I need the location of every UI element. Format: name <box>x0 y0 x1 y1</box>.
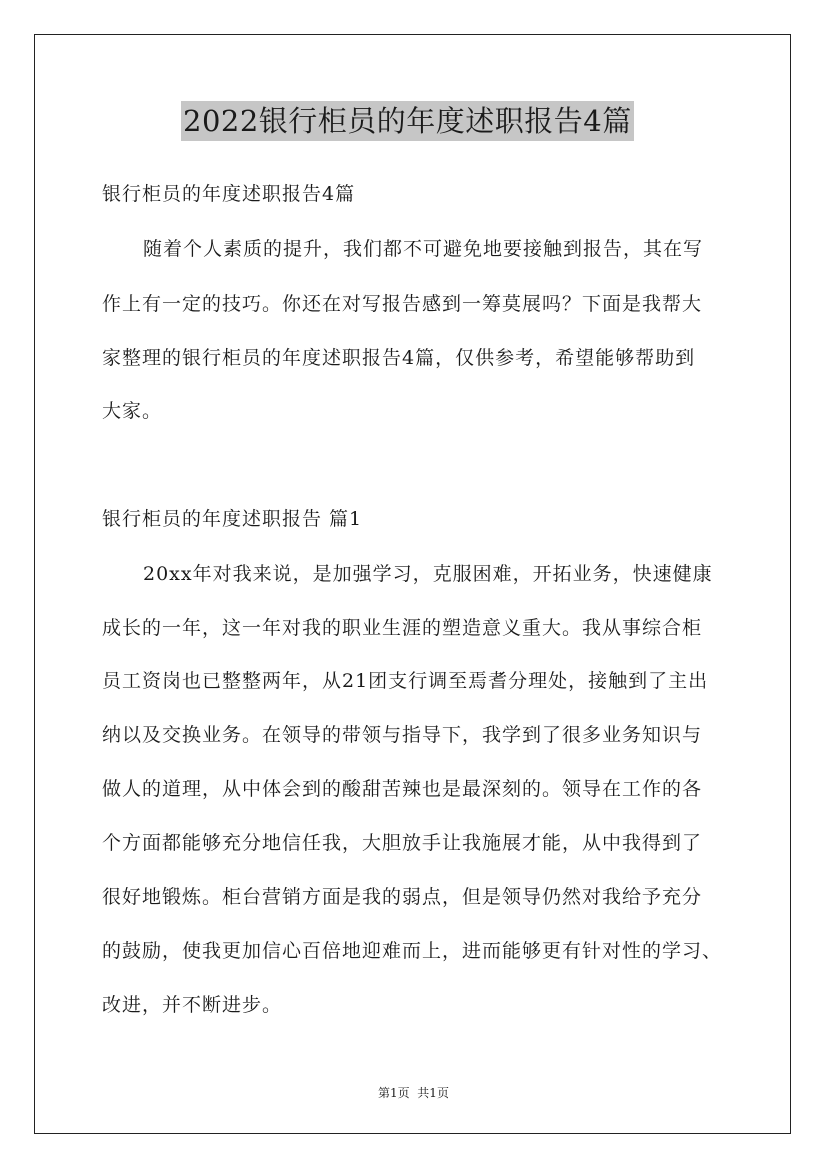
body-line: 做人的道理，从中体会到的酸甜苦辣也是最深刻的。领导在工作的各 <box>102 778 703 800</box>
body-line: 的鼓励，使我更加信心百倍地迎难而上，进而能够更有针对性的学习、 <box>102 940 723 962</box>
document-subtitle: 银行柜员的年度述职报告4篇 <box>102 183 356 205</box>
intro-line: 随着个人素质的提升，我们都不可避免地要接触到报告，其在写 <box>143 238 704 260</box>
intro-line: 家整理的银行柜员的年度述职报告4篇，仅供参考，希望能够帮助到 <box>102 347 696 369</box>
document-title: 2022银行柜员的年度述职报告4篇 <box>181 101 634 141</box>
section-heading: 银行柜员的年度述职报告 篇1 <box>102 508 363 530</box>
body-line: 20xx年对我来说，是加强学习，克服困难，开拓业务，快速健康 <box>143 563 713 585</box>
body-line: 员工资岗也已整整两年，从21团支行调至焉耆分理处，接触到了主出 <box>102 670 709 692</box>
body-line: 很好地锻炼。柜台营销方面是我的弱点，但是领导仍然对我给予充分 <box>102 886 703 908</box>
body-line: 成长的一年，这一年对我的职业生涯的塑造意义重大。我从事综合柜 <box>102 617 703 639</box>
intro-line: 作上有一定的技巧。你还在对写报告感到一筹莫展吗？下面是我帮大 <box>102 293 703 315</box>
page-number-footer: 第1页 共1页 <box>378 1086 449 1100</box>
body-line: 改进，并不断进步。 <box>102 994 283 1016</box>
body-line: 个方面都能够充分地信任我，大胆放手让我施展才能，从中我得到了 <box>102 832 703 854</box>
intro-line: 大家。 <box>102 400 163 422</box>
body-line: 纳以及交换业务。在领导的带领与指导下，我学到了很多业务知识与 <box>102 724 703 746</box>
